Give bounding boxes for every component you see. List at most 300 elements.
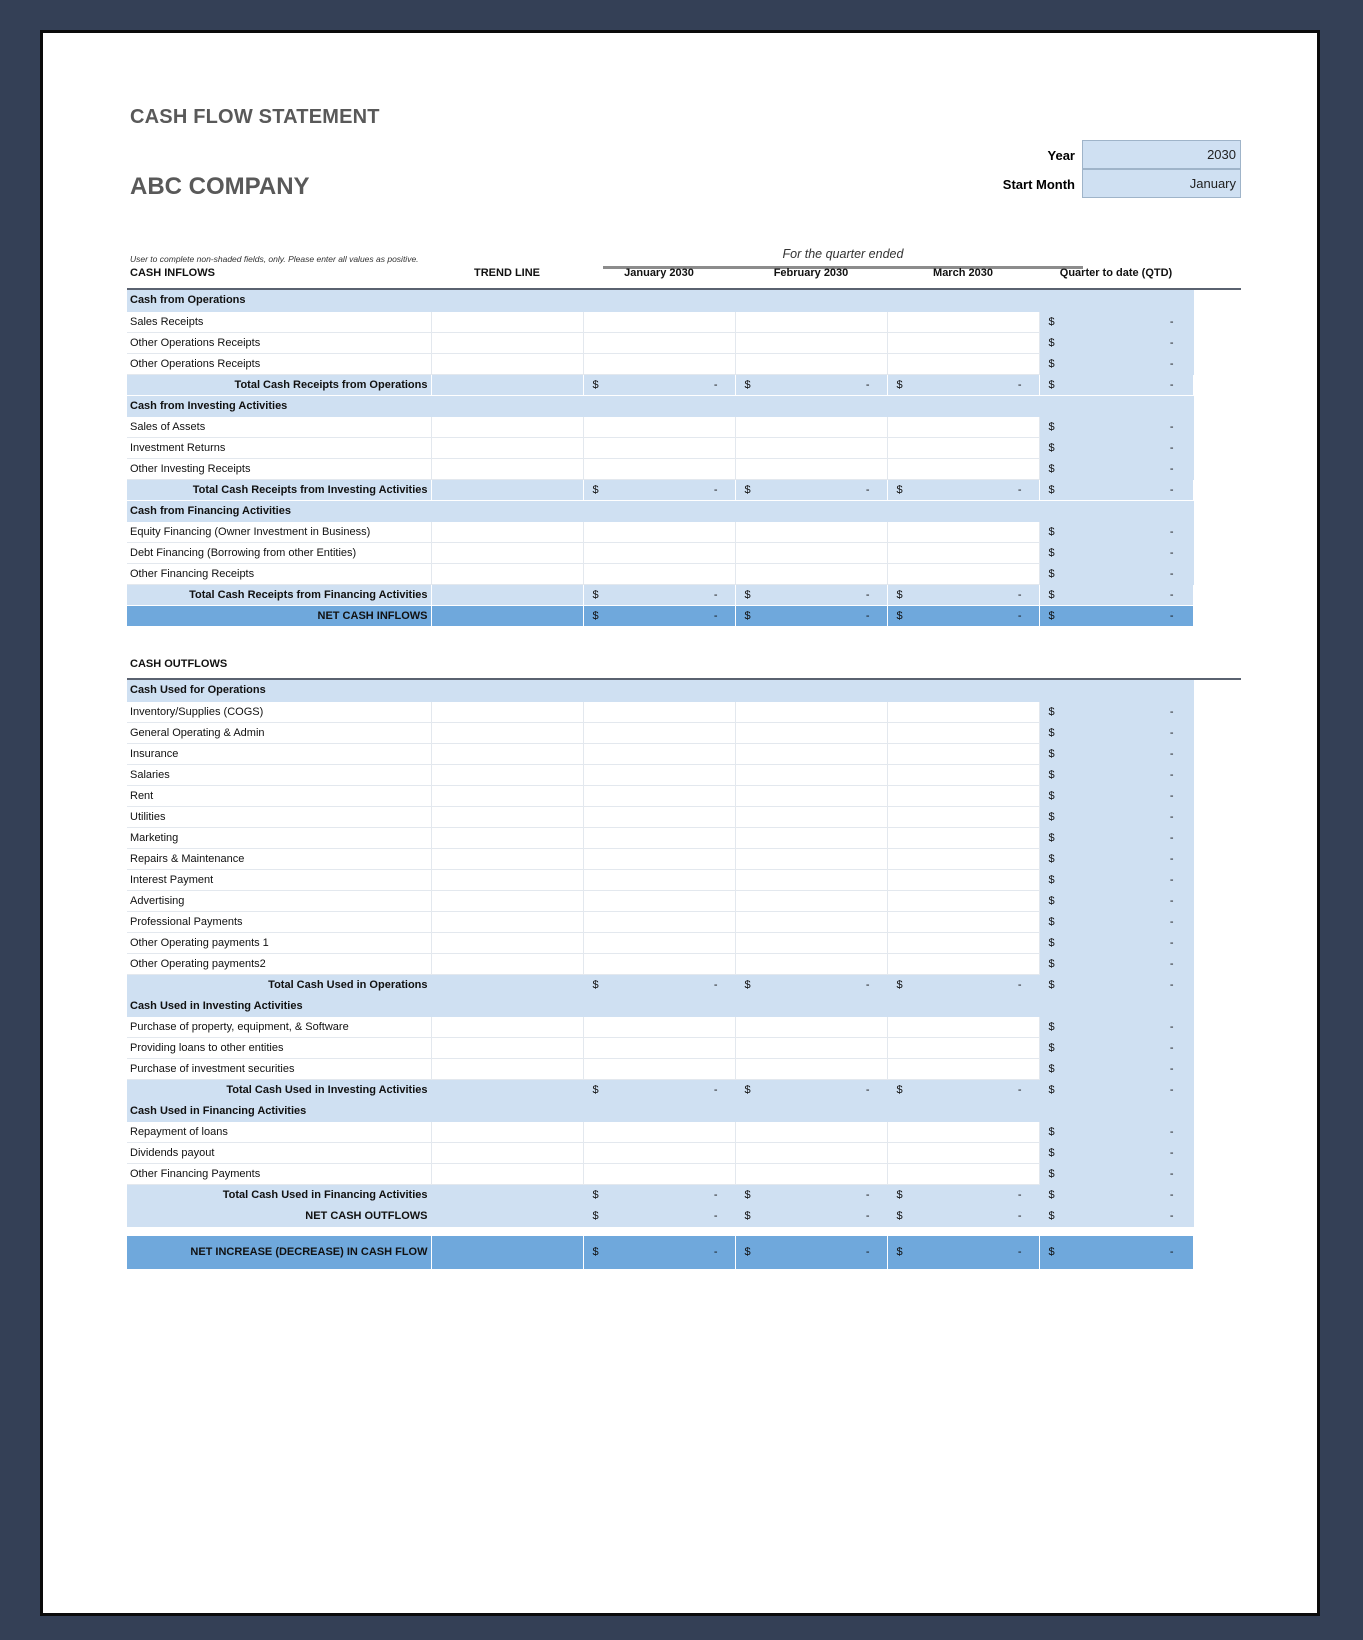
month2-input-cell[interactable] [735,1037,887,1058]
currency-symbol: $ [744,609,751,622]
line-item-label: Sales Receipts [127,311,431,332]
month1-input-cell[interactable] [583,806,735,827]
trend-cell [431,953,583,974]
currency-symbol: $ [896,378,903,391]
section-heading: Cash from Financing Activities [127,500,431,521]
company-name[interactable]: ABC COMPANY [130,173,310,200]
qtd-cell [1039,953,1193,974]
line-item-label: Equity Financing (Owner Investment in Business) [127,521,431,542]
heading-cell [431,395,583,416]
month1-input-cell[interactable] [583,458,735,479]
qtd-total-cell [1039,479,1193,500]
month2-input-cell[interactable] [735,953,887,974]
month-net-increase-cell [583,1236,735,1269]
month3-input-cell[interactable] [887,1121,1039,1142]
month1-input-cell[interactable] [583,890,735,911]
month2-input-cell[interactable] [735,416,887,437]
month1-input-cell[interactable] [583,953,735,974]
year-label: Year [1047,148,1075,163]
month2-input-cell[interactable] [735,785,887,806]
month2-input-cell[interactable] [735,1016,887,1037]
month1-input-cell[interactable] [583,1058,735,1079]
month3-input-cell[interactable] [887,416,1039,437]
amount-value: - [1017,588,1022,601]
month2-input-cell[interactable] [735,1121,887,1142]
amount-value: - [1169,462,1174,475]
currency-symbol: $ [1048,588,1055,601]
amount-value: - [1017,609,1022,622]
amount-value: - [1169,789,1174,802]
currency-symbol: $ [1048,1125,1055,1138]
heading-cell [583,995,735,1016]
month1-input-cell[interactable] [583,563,735,584]
month3-input-cell[interactable] [887,1016,1039,1037]
trend-cell [431,374,583,395]
qtd-cell [1039,353,1193,374]
amount-value: - [1169,609,1174,622]
amount-value: - [865,588,870,601]
amount-value: - [1169,1246,1174,1259]
qtd-cell [1039,1121,1193,1142]
month3-input-cell[interactable] [887,332,1039,353]
qtd-total-cell [1039,974,1193,995]
qtd-total-cell [1039,1184,1193,1205]
table-row [127,563,1193,584]
amount-value: - [1169,726,1174,739]
month1-input-cell[interactable] [583,353,735,374]
amount-value: - [1017,1209,1022,1222]
amount-value: - [1169,894,1174,907]
month1-input-cell[interactable] [583,542,735,563]
currency-symbol: $ [896,1188,903,1201]
month-net-cell [887,605,1039,626]
month1-input-cell[interactable] [583,827,735,848]
qtd-total-cell [1039,1079,1193,1100]
line-item-label: Other Financing Receipts [127,563,431,584]
month3-input-cell[interactable] [887,806,1039,827]
qtd-cell [1039,869,1193,890]
amount-value: - [865,483,870,496]
month3-input-cell[interactable] [887,521,1039,542]
line-item-label: General Operating & Admin [127,722,431,743]
month3-input-cell[interactable] [887,869,1039,890]
currency-symbol: $ [1048,873,1055,886]
trend-cell [431,1205,583,1226]
line-item-label: Providing loans to other entities [127,1037,431,1058]
month2-input-cell[interactable] [735,353,887,374]
month2-input-cell[interactable] [735,932,887,953]
amount-value: - [1169,810,1174,823]
heading-cell [583,1100,735,1121]
trend-cell [431,827,583,848]
amount-value: - [865,1246,870,1259]
month1-input-cell[interactable] [583,1163,735,1184]
amount-value: - [1169,852,1174,865]
amount-value: - [1169,705,1174,718]
month1-input-cell[interactable] [583,848,735,869]
section-total-label: Total Cash Receipts from Operations [127,374,431,395]
month-total-cell [735,1079,887,1100]
month1-input-cell[interactable] [583,1142,735,1163]
line-item-label: Investment Returns [127,437,431,458]
currency-symbol: $ [1048,1020,1055,1033]
table-row [127,869,1193,890]
month2-input-cell[interactable] [735,1142,887,1163]
month1-input-cell[interactable] [583,311,735,332]
section-heading-row [127,995,1193,1016]
month2-input-cell[interactable] [735,806,887,827]
currency-symbol: $ [1048,1167,1055,1180]
table-row [127,764,1193,785]
amount-value: - [1169,768,1174,781]
month3-input-cell[interactable] [887,1163,1039,1184]
month2-input-cell[interactable] [735,563,887,584]
month1-input-cell[interactable] [583,932,735,953]
amount-value: - [1169,915,1174,928]
month3-input-cell[interactable] [887,827,1039,848]
trend-cell [431,890,583,911]
currency-symbol: $ [1048,978,1055,991]
month1-input-cell[interactable] [583,869,735,890]
section-heading-row [127,680,1193,701]
line-item-label: Inventory/Supplies (COGS) [127,701,431,722]
month3-input-cell[interactable] [887,1037,1039,1058]
net-total-label: NET CASH INFLOWS [127,605,431,626]
amount-value: - [1169,831,1174,844]
month3-input-cell[interactable] [887,848,1039,869]
currency-symbol: $ [1048,420,1055,433]
amount-value: - [1169,483,1174,496]
table-row [127,416,1193,437]
month1-input-cell[interactable] [583,764,735,785]
currency-symbol: $ [1048,1146,1055,1159]
table-row [127,521,1193,542]
month3-input-cell[interactable] [887,542,1039,563]
trend-cell [431,785,583,806]
amount-value: - [865,1209,870,1222]
month-net-increase-cell [887,1236,1039,1269]
amount-value: - [1017,378,1022,391]
outflows-table [127,680,1194,1270]
qtd-cell [1039,848,1193,869]
month-total-cell [887,1184,1039,1205]
month-total-cell [735,479,887,500]
year-field[interactable]: 2030 [1082,140,1241,169]
currency-symbol: $ [1048,1062,1055,1075]
month2-input-cell[interactable] [735,764,887,785]
heading-cell [583,290,735,311]
month2-input-cell[interactable] [735,437,887,458]
col-qtd-header: Quarter to date (QTD) [1059,267,1173,279]
month1-input-cell[interactable] [583,1037,735,1058]
trend-cell [431,932,583,953]
month3-input-cell[interactable] [887,932,1039,953]
line-item-label: Professional Payments [127,911,431,932]
month-net-cell [735,1205,887,1226]
currency-symbol: $ [592,1188,599,1201]
currency-symbol: $ [744,978,751,991]
month-total-cell [583,584,735,605]
heading-cell [887,680,1039,701]
month-total-cell [887,479,1039,500]
amount-value: - [1169,1062,1174,1075]
currency-symbol: $ [896,588,903,601]
currency-symbol: $ [1048,1209,1055,1222]
currency-symbol: $ [896,1083,903,1096]
section-heading: Cash Used for Operations [127,680,431,701]
table-row [127,1016,1193,1037]
section-total-label: Total Cash Used in Financing Activities [127,1184,431,1205]
line-item-label: Rent [127,785,431,806]
section-total-row [127,1184,1193,1205]
amount-value: - [1169,1041,1174,1054]
month2-input-cell[interactable] [735,458,887,479]
currency-symbol: $ [896,1209,903,1222]
month3-input-cell[interactable] [887,911,1039,932]
heading-cell [735,680,887,701]
table-row [127,701,1193,722]
amount-value: - [865,1083,870,1096]
month-total-cell [887,374,1039,395]
net-increase-row [127,1236,1193,1269]
heading-cell [735,500,887,521]
amount-value: - [1169,747,1174,760]
trend-cell [431,911,583,932]
month3-input-cell[interactable] [887,437,1039,458]
month2-input-cell[interactable] [735,848,887,869]
month1-input-cell[interactable] [583,701,735,722]
section-total-label: Total Cash Receipts from Financing Activities [127,584,431,605]
month2-input-cell[interactable] [735,911,887,932]
month1-input-cell[interactable] [583,743,735,764]
month-net-cell [583,1205,735,1226]
amount-value: - [865,378,870,391]
qtd-cell [1039,1142,1193,1163]
currency-symbol: $ [1048,957,1055,970]
currency-symbol: $ [1048,1083,1055,1096]
month3-input-cell[interactable] [887,785,1039,806]
line-item-label: Other Financing Payments [127,1163,431,1184]
start-month-label: Start Month [1002,177,1075,192]
heading-cell [1039,290,1193,311]
month2-input-cell[interactable] [735,827,887,848]
line-item-label: Purchase of property, equipment, & Software [127,1016,431,1037]
trend-cell [431,701,583,722]
table-row [127,785,1193,806]
heading-cell [431,1100,583,1121]
month3-input-cell[interactable] [887,722,1039,743]
currency-symbol: $ [1048,1188,1055,1201]
month-total-cell [583,1184,735,1205]
month3-input-cell[interactable] [887,701,1039,722]
table-row [127,458,1193,479]
month3-input-cell[interactable] [887,353,1039,374]
trend-cell [431,437,583,458]
currency-symbol: $ [1048,705,1055,718]
currency-symbol: $ [1048,336,1055,349]
month1-input-cell[interactable] [583,1121,735,1142]
net-increase-label: NET INCREASE (DECREASE) IN CASH FLOW [127,1236,431,1269]
amount-value: - [1169,357,1174,370]
heading-cell [887,290,1039,311]
amount-value: - [1017,1188,1022,1201]
amount-value: - [1169,1125,1174,1138]
month3-input-cell[interactable] [887,743,1039,764]
heading-cell [735,395,887,416]
month-net-cell [735,605,887,626]
amount-value: - [1169,420,1174,433]
currency-symbol: $ [1048,726,1055,739]
heading-cell [583,395,735,416]
line-item-label: Other Operating payments 1 [127,932,431,953]
trend-cell [431,521,583,542]
currency-symbol: $ [592,483,599,496]
trend-cell [431,722,583,743]
month2-input-cell[interactable] [735,311,887,332]
month3-input-cell[interactable] [887,890,1039,911]
month2-input-cell[interactable] [735,743,887,764]
currency-symbol: $ [744,378,751,391]
heading-cell [431,290,583,311]
trend-cell [431,974,583,995]
heading-cell [431,995,583,1016]
amount-value: - [1169,525,1174,538]
heading-cell [583,500,735,521]
trend-cell [431,542,583,563]
qtd-cell [1039,563,1193,584]
currency-symbol: $ [744,1246,751,1259]
month2-input-cell[interactable] [735,521,887,542]
spacer-cell [431,1226,583,1236]
line-item-label: Insurance [127,743,431,764]
spacer-cell [887,1226,1039,1236]
trend-cell [431,311,583,332]
trend-cell [431,332,583,353]
qtd-net-cell [1039,1205,1193,1226]
currency-symbol: $ [1048,567,1055,580]
month2-input-cell[interactable] [735,1163,887,1184]
spacer-cell [127,1226,431,1236]
line-item-label: Other Investing Receipts [127,458,431,479]
amount-value: - [865,1188,870,1201]
currency-symbol: $ [896,483,903,496]
heading-cell [735,290,887,311]
amount-value: - [1169,336,1174,349]
qtd-cell [1039,542,1193,563]
month1-input-cell[interactable] [583,416,735,437]
currency-symbol: $ [1048,441,1055,454]
section-total-row [127,1079,1193,1100]
table-row [127,437,1193,458]
month2-input-cell[interactable] [735,332,887,353]
month-total-cell [735,584,887,605]
heading-cell [735,1100,887,1121]
start-month-field[interactable]: January [1082,169,1241,198]
currency-symbol: $ [1048,936,1055,949]
month2-input-cell[interactable] [735,869,887,890]
heading-cell [887,995,1039,1016]
line-item-label: Advertising [127,890,431,911]
amount-value: - [1169,1188,1174,1201]
month3-input-cell[interactable] [887,1142,1039,1163]
section-heading-row [127,500,1193,521]
amount-value: - [713,978,718,991]
month3-input-cell[interactable] [887,563,1039,584]
month3-input-cell[interactable] [887,458,1039,479]
month1-input-cell[interactable] [583,785,735,806]
line-item-label: Dividends payout [127,1142,431,1163]
col-month2-header: February 2030 [773,267,849,279]
currency-symbol: $ [1048,315,1055,328]
amount-value: - [713,378,718,391]
section-total-row [127,374,1193,395]
month1-input-cell[interactable] [583,722,735,743]
qtd-cell [1039,806,1193,827]
month2-input-cell[interactable] [735,722,887,743]
instruction-note: User to complete non-shaded fields, only. Please enter all values as positive. [130,254,419,264]
amount-value: - [865,609,870,622]
month1-input-cell[interactable] [583,911,735,932]
document-title: CASH FLOW STATEMENT [130,106,380,128]
month2-input-cell[interactable] [735,542,887,563]
currency-symbol: $ [1048,1041,1055,1054]
table-row [127,848,1193,869]
currency-symbol: $ [1048,483,1055,496]
month2-input-cell[interactable] [735,701,887,722]
table-row [127,353,1193,374]
currency-symbol: $ [1048,894,1055,907]
month3-input-cell[interactable] [887,764,1039,785]
heading-cell [1039,995,1193,1016]
spacer-cell [583,1226,735,1236]
month-net-increase-cell [735,1236,887,1269]
trend-cell [431,1016,583,1037]
line-item-label: Repairs & Maintenance [127,848,431,869]
qtd-cell [1039,332,1193,353]
section-total-label: Total Cash Used in Operations [127,974,431,995]
month1-input-cell[interactable] [583,521,735,542]
section-heading-row [127,290,1193,311]
trend-cell [431,1163,583,1184]
trend-cell [431,1079,583,1100]
amount-value: - [1169,588,1174,601]
section-heading: Cash Used in Investing Activities [127,995,431,1016]
month1-input-cell[interactable] [583,1016,735,1037]
spacer-cell [735,1226,887,1236]
month-total-cell [735,1184,887,1205]
outflows-title: CASH OUTFLOWS [130,658,228,670]
trend-cell [431,869,583,890]
currency-symbol: $ [1048,810,1055,823]
spacer-cell [1039,1226,1193,1236]
line-item-label: Salaries [127,764,431,785]
month3-input-cell[interactable] [887,953,1039,974]
table-row [127,890,1193,911]
trend-cell [431,848,583,869]
month3-input-cell[interactable] [887,1058,1039,1079]
month1-input-cell[interactable] [583,332,735,353]
trend-cell [431,605,583,626]
line-item-label: Other Operations Receipts [127,332,431,353]
month2-input-cell[interactable] [735,1058,887,1079]
table-row [127,311,1193,332]
month-total-cell [583,479,735,500]
heading-cell [735,995,887,1016]
month2-input-cell[interactable] [735,890,887,911]
month1-input-cell[interactable] [583,437,735,458]
currency-symbol: $ [592,378,599,391]
month3-input-cell[interactable] [887,311,1039,332]
